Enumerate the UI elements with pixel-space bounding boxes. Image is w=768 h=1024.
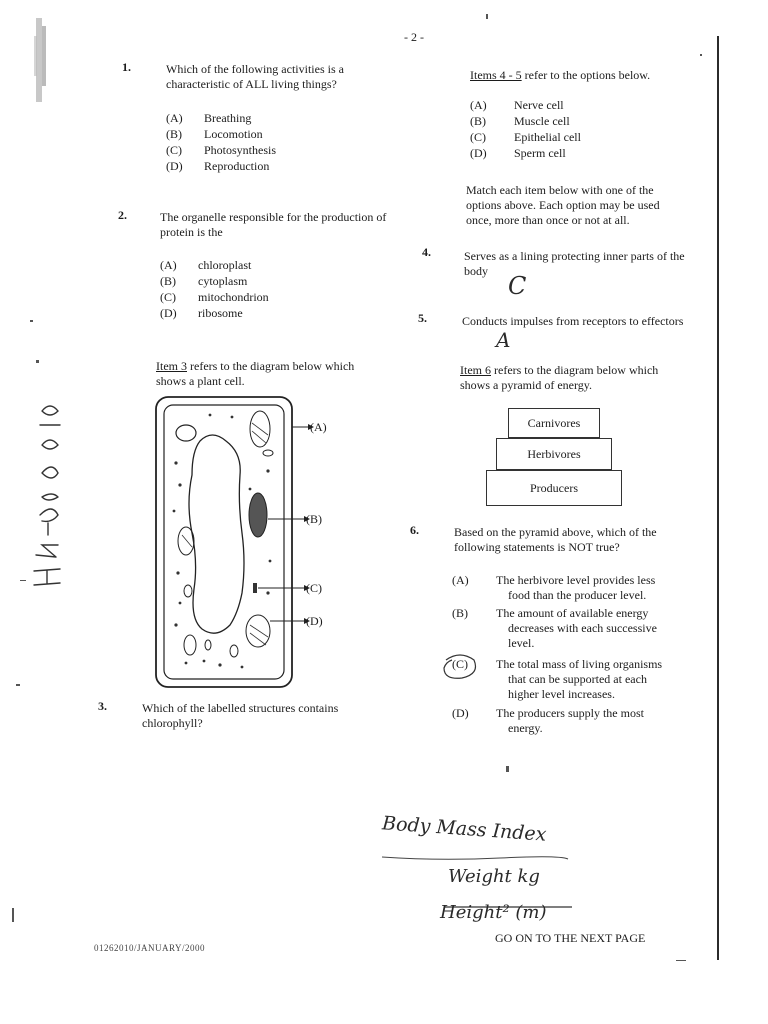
scan-speck (506, 766, 509, 772)
q6-option-b[interactable]: (B) The amount of available energy decreases with each successive level. (452, 606, 657, 650)
page-number: - 2 - (404, 30, 424, 44)
q1-option-c[interactable]: (C) Photosynthesis (166, 143, 277, 157)
q5-stem: Conducts impulses from receptors to effectors (462, 314, 684, 328)
q6-number: 6. (410, 523, 419, 537)
footer-code: 01262010/JANUARY/2000 (94, 943, 206, 953)
handwritten-note-line3: Height² (m) (440, 902, 547, 923)
item3-ref: Item 3 (156, 359, 187, 373)
items45-options (470, 98, 581, 162)
item6-intro-rest: refers to the diagram below which (491, 363, 659, 377)
handwritten-note-line2: Weight kg (448, 866, 540, 887)
cell-label-a: (A) (310, 420, 327, 434)
q3-stem-line2: chlorophyll? (142, 716, 203, 730)
q6-stem-line1: Based on the pyramid above, which of the (454, 525, 657, 539)
scan-speck (20, 580, 26, 581)
q2-option-d[interactable]: (D) ribosome (160, 306, 243, 320)
q4-stem (464, 249, 709, 279)
cell-label-b: (B) (306, 512, 322, 526)
items45-ref: Items 4 - 5 (470, 68, 522, 82)
cell-label-d: (D) (306, 614, 323, 628)
scan-speck (12, 908, 14, 922)
margin-handwriting (12, 395, 72, 595)
chloroplast (178, 527, 194, 555)
q4-number: 4. (422, 245, 431, 259)
q6-option-c[interactable]: (C) The total mass of living organisms that can be supported at each higher level increases. (452, 657, 663, 701)
structure-c (253, 583, 257, 593)
items45-option-b: (B) Muscle cell (470, 114, 570, 128)
q2-stem (160, 210, 410, 240)
items45-instructions-line1: Match each item below with one of the (466, 183, 654, 197)
q2-options (160, 258, 269, 322)
item3-intro-line2: shows a plant cell. (156, 374, 245, 388)
plant-cell-diagram (150, 393, 350, 691)
q2-option-c[interactable]: (C) mitochondrion (160, 290, 269, 304)
items45-intro (470, 68, 700, 83)
chloroplast (249, 493, 267, 537)
cell-membrane (164, 405, 284, 679)
chloroplast (184, 635, 196, 655)
item6-intro-line2: shows a pyramid of energy. (460, 378, 592, 392)
scan-speck (36, 360, 39, 363)
chloroplast (246, 615, 270, 647)
q1-stem-line2: characteristic of ALL living things? (166, 77, 337, 91)
q3-stem-line1: Which of the labelled structures contains (142, 701, 339, 715)
q3-number: 3. (98, 699, 107, 713)
item3-intro-rest: refers to the diagram below which (187, 359, 355, 373)
q1-stem (166, 62, 406, 92)
q1-option-a[interactable]: (A) Breathing (166, 111, 252, 125)
q1-options (166, 111, 276, 175)
items45-instructions-line3: once, more than once or not at all. (466, 213, 630, 227)
pyramid-producers: Producers (486, 470, 622, 506)
q6-circle-mark (440, 652, 480, 682)
scan-speck (676, 960, 686, 961)
scan-speck (700, 54, 702, 56)
q4-stem-line1: Serves as a lining protecting inner parts of the (464, 249, 685, 263)
q5-number: 5. (418, 311, 427, 325)
q2-option-b[interactable]: (B) cytoplasm (160, 274, 248, 288)
q5-handwritten-answer: A (496, 328, 511, 352)
items45-option-d: (D) Sperm cell (470, 146, 566, 160)
note-underline (380, 848, 570, 854)
items45-instructions-line2: options above. Each option may be used (466, 198, 660, 212)
items45-option-c: (C) Epithelial cell (470, 130, 581, 144)
q6-stem (454, 525, 704, 555)
page-edge-line (717, 36, 719, 960)
q2-stem-line2: protein is the (160, 225, 223, 239)
items45-intro-rest: refer to the options below. (521, 68, 651, 82)
items45-option-a: (A) Nerve cell (470, 98, 564, 112)
q4-stem-line2: body (464, 264, 488, 278)
pyramid-carnivores: Carnivores (508, 408, 600, 438)
item6-ref: Item 6 (460, 363, 491, 377)
q1-stem-line1: Which of the following activities is a (166, 62, 344, 76)
handwritten-note-line1: Body Mass Index (381, 812, 548, 846)
scan-speck (486, 14, 488, 19)
scan-speck (16, 684, 20, 686)
q6-option-a[interactable]: (A) The herbivore level provides less food than the producer level. (452, 573, 656, 602)
q2-number: 2. (118, 208, 127, 222)
footer-next-page: GO ON TO THE NEXT PAGE (495, 931, 646, 945)
q2-stem-line1: The organelle responsible for the production of (160, 210, 387, 224)
q6-stem-line2: following statements is NOT true? (454, 540, 620, 554)
scan-edge-artifact (32, 16, 54, 106)
vacuole (189, 435, 244, 633)
q2-option-a[interactable]: (A) chloroplast (160, 258, 252, 272)
fraction-bar (444, 896, 574, 900)
q6-option-d[interactable]: (D) The producers supply the most energy. (452, 706, 644, 735)
scan-speck (30, 320, 33, 322)
items45-instructions (466, 183, 706, 228)
item6-intro (460, 363, 705, 393)
q1-option-d[interactable]: (D) Reproduction (166, 159, 270, 173)
q4-handwritten-answer: C (508, 272, 527, 300)
q1-number: 1. (122, 60, 131, 74)
cell-wall (156, 397, 292, 687)
item3-intro (156, 359, 406, 389)
pyramid-herbivores: Herbivores (496, 438, 612, 470)
q1-option-b[interactable]: (B) Locomotion (166, 127, 263, 141)
nucleus (176, 425, 196, 441)
cell-label-c: (C) (306, 581, 322, 595)
q3-stem (142, 701, 392, 731)
